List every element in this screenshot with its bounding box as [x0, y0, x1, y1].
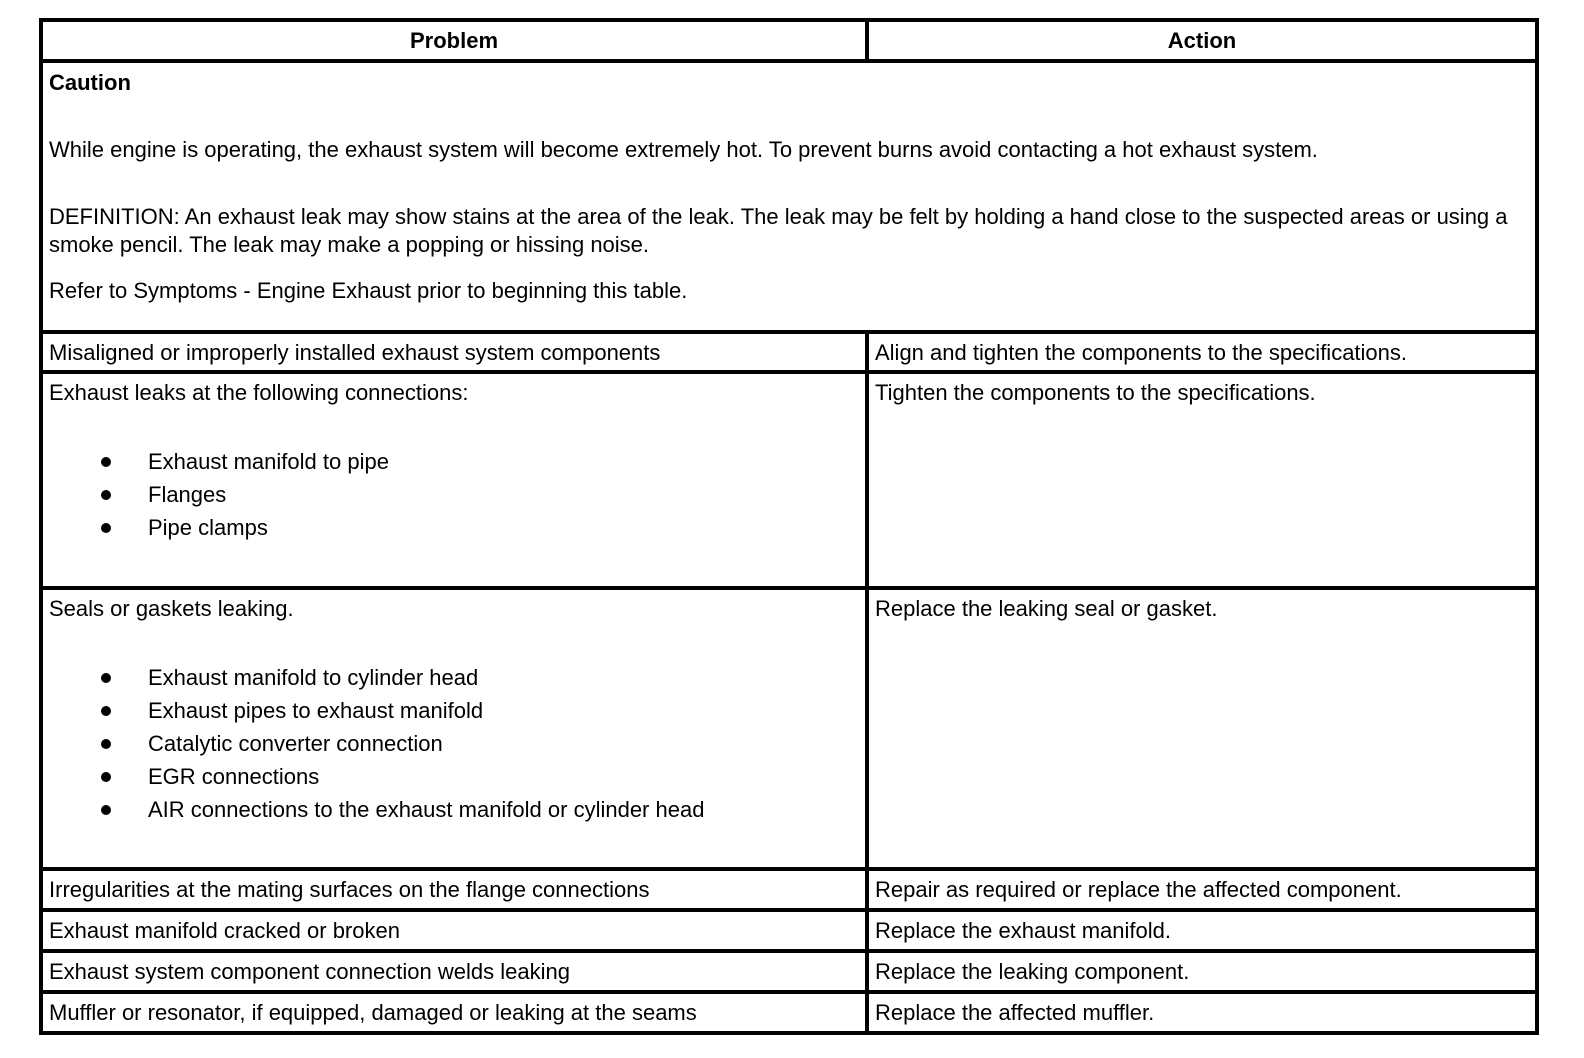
list-item: Catalytic converter connection [49, 727, 859, 760]
action-cell: Repair as required or replace the affected component. [867, 869, 1537, 910]
problem-cell: Misaligned or improperly installed exhaust system components [41, 332, 867, 372]
caution-title: Caution [49, 70, 131, 95]
list-item: Pipe clamps [49, 511, 859, 544]
troubleshooting-table [39, 18, 1539, 1035]
action-cell: Replace the affected muffler. [867, 992, 1537, 1033]
caution-definition: DEFINITION: An exhaust leak may show stains at the area of the leak. The leak may be felt by holding a hand close to the suspected areas or using a smoke pencil. The leak may make a popping or hissing noise. [49, 204, 1508, 257]
problem-cell: Exhaust system component connection welds leaking [41, 951, 867, 992]
problem-cell: Irregularities at the mating surfaces on the flange connections [41, 869, 867, 910]
seal-list [49, 661, 859, 826]
problem-cell: Exhaust manifold cracked or broken [41, 910, 867, 951]
list-item: Flanges [49, 478, 859, 511]
connection-list [49, 445, 859, 544]
table-row [41, 372, 1537, 588]
table-row [41, 992, 1537, 1033]
table-row [41, 951, 1537, 992]
table-row [41, 588, 1537, 869]
table-row [41, 332, 1537, 372]
action-cell: Replace the leaking seal or gasket. [867, 588, 1537, 869]
list-item: Exhaust manifold to cylinder head [49, 661, 859, 694]
action-cell: Replace the leaking component. [867, 951, 1537, 992]
problem-text: Seals or gaskets leaking. [49, 596, 294, 621]
caution-refer: Refer to Symptoms - Engine Exhaust prior to beginning this table. [49, 278, 688, 303]
caution-row [41, 61, 1537, 332]
list-item: EGR connections [49, 760, 859, 793]
table-row [41, 869, 1537, 910]
header-problem: Problem [41, 20, 867, 61]
action-cell: Align and tighten the components to the specifications. [867, 332, 1537, 372]
table-row [41, 910, 1537, 951]
action-cell: Replace the exhaust manifold. [867, 910, 1537, 951]
list-item: Exhaust pipes to exhaust manifold [49, 694, 859, 727]
list-item: Exhaust manifold to pipe [49, 445, 859, 478]
problem-cell: Muffler or resonator, if equipped, damaged or leaking at the seams [41, 992, 867, 1033]
caution-warning: While engine is operating, the exhaust system will become extremely hot. To prevent burns avoid contacting a hot exhaust system. [49, 137, 1318, 162]
problem-text: Exhaust leaks at the following connections: [49, 380, 469, 405]
list-item: AIR connections to the exhaust manifold or cylinder head [49, 793, 859, 826]
header-action: Action [867, 20, 1537, 61]
action-cell: Tighten the components to the specifications. [867, 372, 1537, 588]
